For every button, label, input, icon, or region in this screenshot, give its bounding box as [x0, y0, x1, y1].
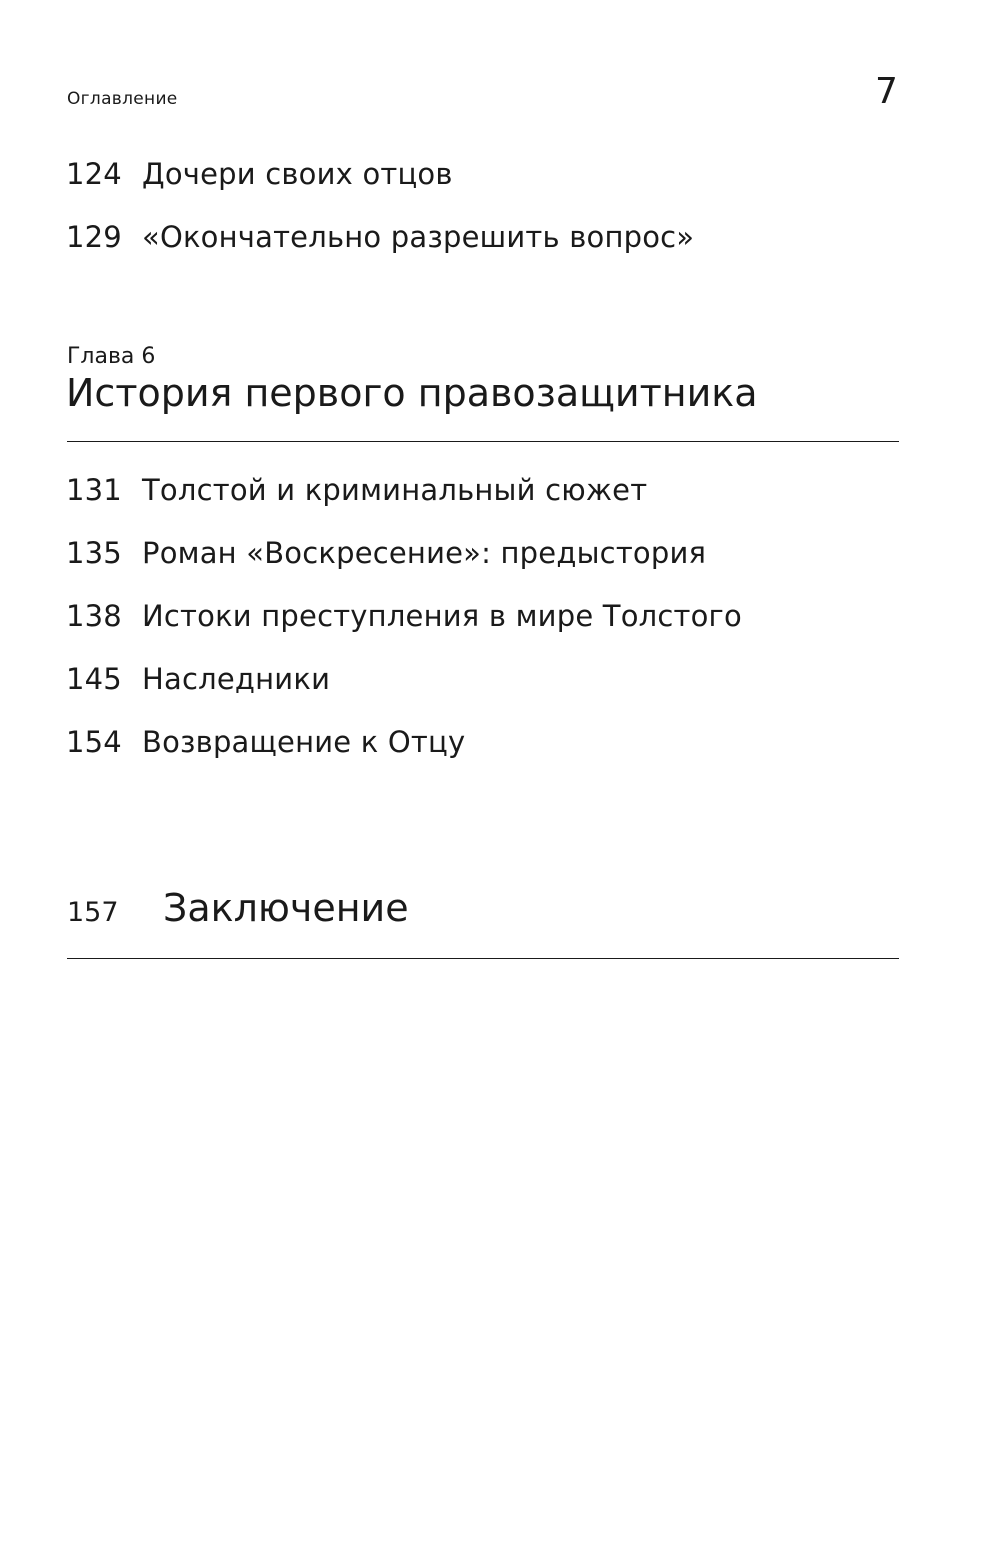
toc-entry-title: Дочери своих отцов [142, 157, 453, 191]
conclusion-rule [67, 958, 899, 959]
toc-entry [66, 598, 742, 634]
toc-entry-title: Истоки преступления в мире Толстого [142, 599, 742, 633]
toc-entry [66, 661, 330, 697]
page-number: 7 [875, 71, 898, 112]
toc-entry [66, 219, 694, 255]
toc-entry [66, 535, 706, 571]
toc-entry-page: 138 [66, 599, 122, 633]
toc-entry-title: Наследники [142, 662, 331, 696]
toc-entry-page: 124 [66, 157, 122, 191]
chapter-title: История первого правозащитника [66, 371, 758, 415]
toc-entry-page: 154 [66, 725, 122, 759]
toc-entry-title: Роман «Воскресение»: предыстория [142, 536, 707, 570]
chapter-rule [67, 441, 899, 442]
toc-entry [66, 724, 465, 760]
conclusion-title: Заключение [163, 886, 409, 930]
toc-entry [66, 472, 647, 508]
toc-entry-page: 129 [66, 220, 122, 254]
toc-entry-title: «Окончательно разрешить вопрос» [142, 220, 695, 254]
toc-entry [66, 156, 453, 192]
toc-entry-title: Толстой и криминальный сюжет [142, 473, 648, 507]
toc-entry-title: Возвращение к Отцу [142, 725, 466, 759]
toc-entry-page: 135 [66, 536, 122, 570]
toc-entry-page: 131 [66, 473, 122, 507]
chapter-label: Глава 6 [67, 344, 156, 369]
toc-entry-page: 145 [66, 662, 122, 696]
conclusion-page: 157 [67, 897, 119, 928]
running-head: Оглавление [67, 89, 178, 109]
